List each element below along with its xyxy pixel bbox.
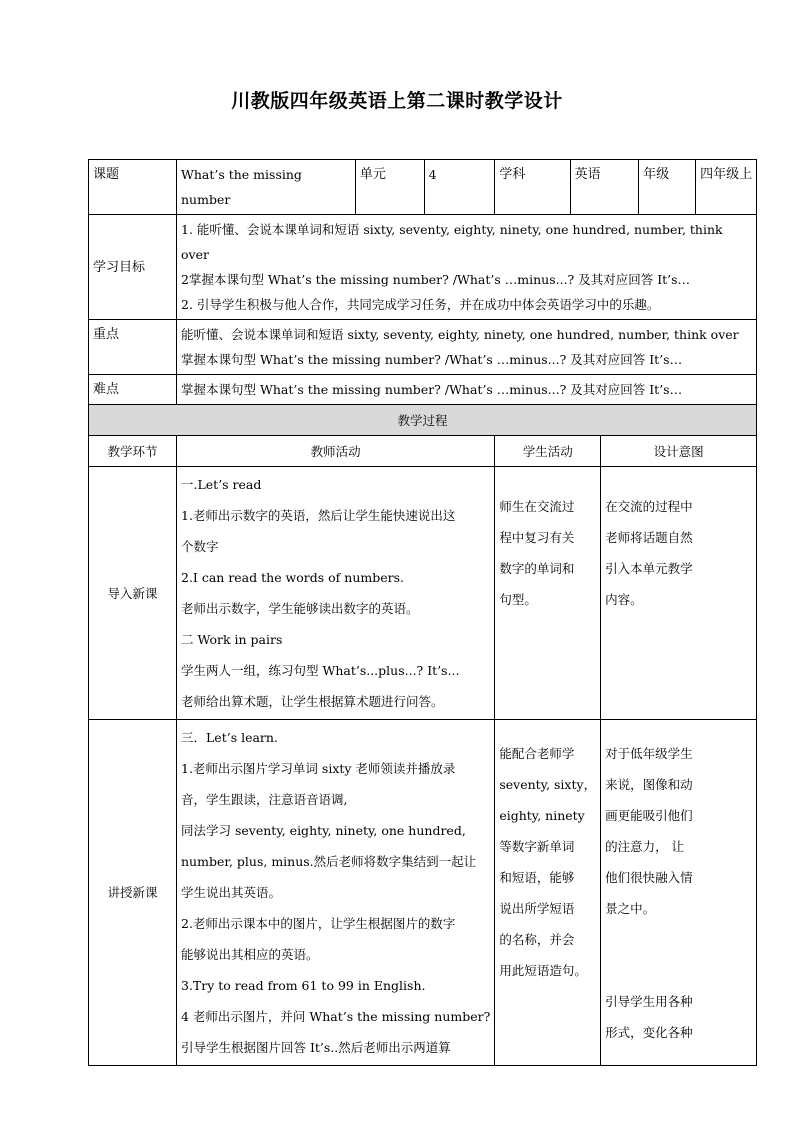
teacher-line: 音，学生跟读，注意语音语调,	[181, 792, 348, 807]
teacher-line: 2.老师出示课本中的图片，让学生根据图片的数字	[181, 916, 456, 931]
student-line: 数字的单词和	[499, 561, 575, 576]
intent-line: 他们很快融入情	[605, 870, 693, 885]
stage-cell: 导入新课	[89, 467, 177, 720]
unit-label: 单元	[355, 160, 424, 215]
teacher-line: 三．Let’s learn.	[181, 730, 278, 745]
teacher-line: 引导学生根据图片回答 It’s..然后老师出示两道算	[181, 1040, 451, 1055]
intent-line: 引入本单元教学	[605, 561, 693, 576]
difficulties-content: 掌握本课句型 What’s the missing number? /What’s …minus...? 及其对应回答 It’s…	[177, 375, 757, 405]
student-line: 和短语，能够	[499, 870, 575, 885]
student-line: 句型。	[499, 592, 537, 607]
student-activity	[495, 720, 601, 1066]
goals-line: 2. 引导学生积极与他人合作，共同完成学习任务，并在成功中体会英语学习中的乐趣。	[181, 297, 660, 312]
key-points-content	[177, 320, 757, 375]
teacher-line: 老师出示数字，学生能够读出数字的英语。	[181, 601, 419, 616]
student-line: 程中复习有关	[499, 530, 575, 545]
intent-line	[605, 955, 752, 986]
key-points-label: 重点	[89, 320, 177, 375]
intent-line: 画更能吸引他们	[605, 808, 693, 823]
intent-line: 老师将话题自然	[605, 530, 693, 545]
intent-line: 形式，变化各种	[605, 1025, 693, 1040]
goals-label: 学习目标	[89, 215, 177, 320]
intent-line: 在交流的过程中	[605, 499, 693, 514]
student-line: 等数字新单词	[499, 839, 575, 854]
lesson-plan-table	[88, 159, 757, 1066]
unit-value: 4	[424, 160, 495, 215]
process-header-row	[89, 405, 757, 436]
design-intent	[601, 720, 757, 1066]
student-line: 师生在交流过	[499, 499, 575, 514]
teacher-line: 个数字	[181, 539, 219, 554]
teacher-line: 1.老师出示数字的英语，然后让学生能快速说出这	[181, 508, 456, 523]
intent-line: 对于低年级学生	[605, 746, 693, 761]
goals-row	[89, 215, 757, 320]
student-line: 说出所学短语	[499, 901, 575, 916]
goals-content	[177, 215, 757, 320]
teacher-line: 老师给出算术题，让学生根据算术题进行问答。	[181, 694, 444, 709]
teacher-activity	[177, 720, 495, 1066]
process-header: 教学过程	[89, 405, 757, 436]
grade-value: 四年级上	[696, 160, 757, 215]
goals-line: 1. 能听懂、会说本课单词和短语 sixty, seventy, eighty, ninety, one hundred, number, think	[181, 222, 723, 237]
teacher-line: 一.Let’s read	[181, 477, 262, 492]
difficulties-row	[89, 375, 757, 405]
intent-line: 内容。	[605, 592, 643, 607]
student-line: eighty, ninety	[499, 808, 585, 823]
design-intent	[601, 467, 757, 720]
teacher-line: number, plus, minus.然后老师将数字集结到一起让	[181, 854, 477, 869]
student-line: 用此短语造句。	[499, 963, 587, 978]
topic-label: 课题	[89, 160, 177, 215]
teacher-activity	[177, 467, 495, 720]
difficulties-label: 难点	[89, 375, 177, 405]
intent-line: 的注意力， 让	[605, 839, 685, 854]
column-header-teacher: 教师活动	[177, 436, 495, 467]
intent-line	[605, 924, 752, 955]
goals-line: over	[181, 247, 209, 262]
student-line: 能配合老师学	[499, 746, 575, 761]
intent-line: 来说，图像和动	[605, 777, 693, 792]
teacher-line: 2.I can read the words of numbers.	[181, 570, 404, 585]
teacher-line: 1.老师出示图片学习单词 sixty 老师领读并播放录	[181, 761, 456, 776]
column-header-intent: 设计意图	[601, 436, 757, 467]
process-row	[89, 720, 757, 1066]
grade-label: 年级	[639, 160, 696, 215]
student-line: 的名称，并会	[499, 932, 575, 947]
student-line: seventy, sixty，	[499, 777, 597, 792]
teacher-line: 4 老师出示图片，并问 What’s the missing number?	[181, 1009, 491, 1024]
intent-line: 景之中。	[605, 901, 656, 916]
teacher-line: 学生说出其英语。	[181, 885, 282, 900]
process-columns-row	[89, 436, 757, 467]
teacher-line: 3.Try to read from 61 to 99 in English.	[181, 978, 426, 993]
goals-line: 2掌握本课句型 What’s the missing number? /What’s …minus...? 及其对应回答 It’s…	[181, 272, 691, 287]
process-row	[89, 467, 757, 720]
key-points-line: 能听懂、会说本课单词和短语 sixty, seventy, eighty, ninety, one hundred, number, think over	[181, 327, 739, 342]
key-points-line: 掌握本课句型 What’s the missing number? /What’s …minus...? 及其对应回答 It’s…	[181, 352, 683, 367]
teacher-line: 能够说出其相应的英语。	[181, 947, 319, 962]
subject-value: 英语	[570, 160, 639, 215]
info-row	[89, 160, 757, 215]
stage-cell: 讲授新课	[89, 720, 177, 1066]
topic-value: What’s the missing number	[177, 160, 356, 215]
document-title: 川教版四年级英语上第二课时教学设计	[231, 90, 563, 112]
subject-label: 学科	[495, 160, 570, 215]
teacher-line: 学生两人一组，练习句型 What’s...plus...? It’s...	[181, 663, 460, 678]
intent-line: 引导学生用各种	[605, 994, 693, 1009]
teacher-line: 同法学习 seventy, eighty, ninety, one hundred,	[181, 823, 466, 838]
key-points-row	[89, 320, 757, 375]
column-header-stage: 教学环节	[89, 436, 177, 467]
student-activity	[495, 467, 601, 720]
teacher-line: 二 Work in pairs	[181, 632, 283, 647]
column-header-student: 学生活动	[495, 436, 601, 467]
